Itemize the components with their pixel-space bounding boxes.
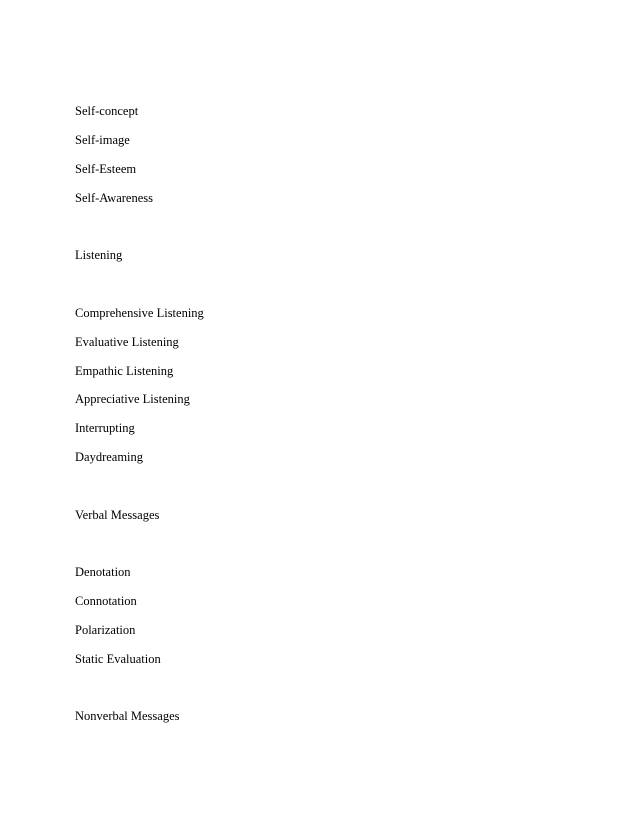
term-static-evaluation: Static Evaluation [75,652,161,666]
term-self-awareness: Self-Awareness [75,191,153,205]
term-comprehensive-listening: Comprehensive Listening [75,306,204,320]
term-evaluative-listening: Evaluative Listening [75,335,179,349]
term-daydreaming: Daydreaming [75,450,144,464]
term-self-esteem: Self-Esteem [75,162,137,176]
term-self-concept: Self-concept [75,104,139,118]
term-denotation: Denotation [75,565,131,579]
section-heading-nonverbal-messages: Nonverbal Messages [75,709,180,723]
section-heading-listening: Listening [75,248,123,262]
term-empathic-listening: Empathic Listening [75,364,174,378]
term-self-image: Self-image [75,133,130,147]
section-heading-verbal-messages: Verbal Messages [75,508,160,522]
term-connotation: Connotation [75,594,137,608]
term-appreciative-listening: Appreciative Listening [75,392,190,406]
term-interrupting: Interrupting [75,421,135,435]
term-polarization: Polarization [75,623,136,637]
